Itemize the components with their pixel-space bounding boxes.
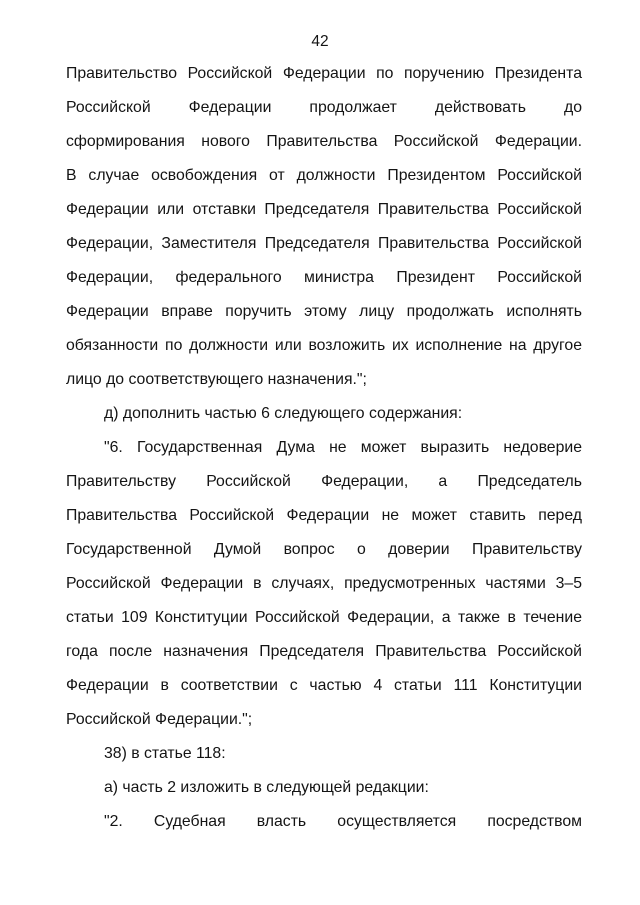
text-line: "2. Судебная власть осуществляется посредством [104,813,582,830]
text-line: Российской Федерации."; [66,711,253,728]
text-line: д) дополнить частью 6 следующего содержания: [104,405,463,422]
text-line: В случае освобождения от должности Президентом Российской [66,167,582,184]
text-line: 38) в статье 118: [104,745,226,762]
text-line: а) часть 2 изложить в следующей редакции: [104,779,429,796]
text-line: "6. Государственная Дума не может выразить недоверие [104,439,582,456]
text-line: Государственной Думой вопрос о доверии Правительству [66,541,582,558]
text-line: Федерации вправе поручить этому лицу продолжать исполнять [66,303,582,320]
text-line: сформирования нового Правительства Российской Федерации. [66,133,582,150]
text-line: Федерации или отставки Председателя Правительства Российской [66,201,582,218]
text-line: Правительство Российской Федерации по поручению Президента [66,65,582,82]
text-line: обязанности по должности или возложить их исполнение на другое [66,337,582,354]
text-line: Федерации в соответствии с частью 4 статьи 111 Конституции [66,677,582,694]
text-line: года после назначения Председателя Правительства Российской [66,643,582,660]
text-line: Правительства Российской Федерации не может ставить перед [66,507,582,524]
text-line: Федерации, Заместителя Председателя Правительства Российской [66,235,582,252]
text-line: Российской Федерации в случаях, предусмотренных частями 3–5 [66,575,582,592]
text-line: Правительству Российской Федерации, а Председатель [66,473,582,490]
text-line: статьи 109 Конституции Российской Федерации, а также в течение [66,609,582,626]
text-line: Федерации, федерального министра Президент Российской [66,269,582,286]
text-line: лицо до соответствующего назначения."; [66,371,367,388]
text-line: Российской Федерации продолжает действовать до [66,99,582,116]
page-number: 42 [311,33,329,50]
